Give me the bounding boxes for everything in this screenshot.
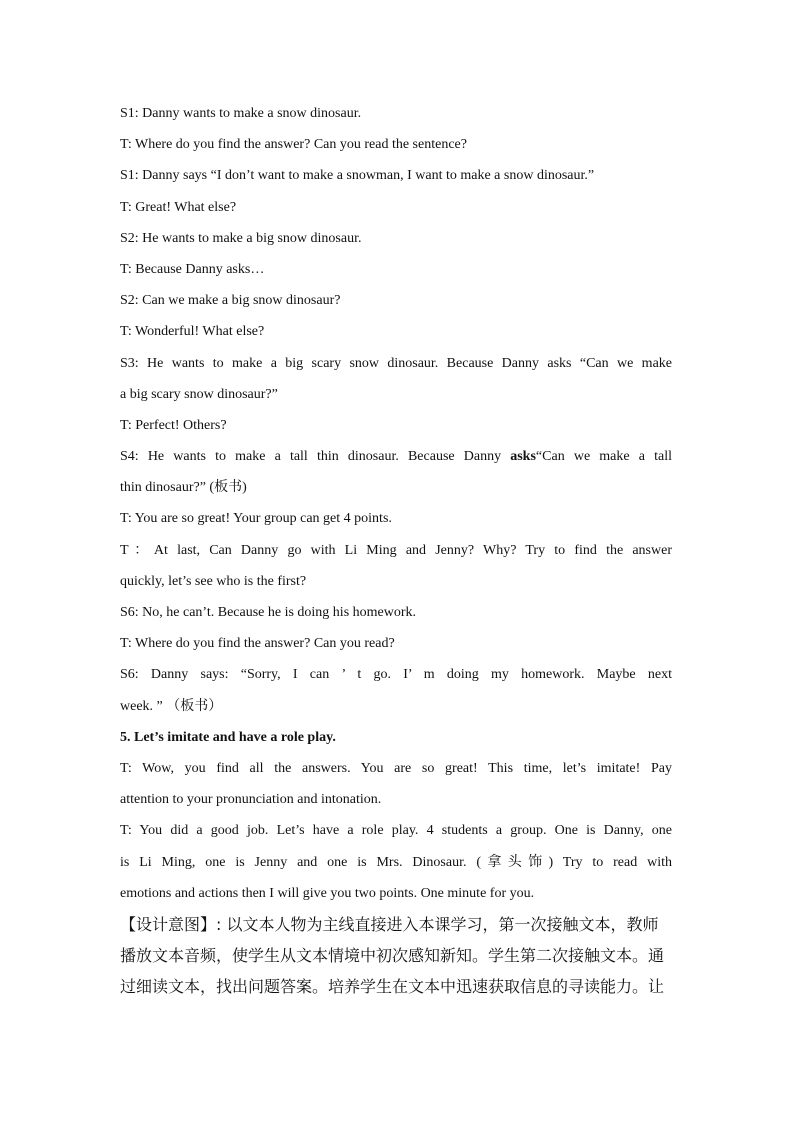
dialogue-line: thin dinosaur?” (板书): [120, 480, 247, 496]
dialogue-line: S1: Danny wants to make a snow dinosaur.: [120, 106, 362, 121]
dialogue-line: is Li Ming, one is Jenny and one is Mrs. Dinosaur. (拿头饰) Try to read with: [120, 854, 672, 870]
design-intent-line: 播放文本音频，使学生从文本情境中初次感知新知。学生第二次接触文本。通: [120, 946, 665, 966]
text-segment: “Can we make a tall: [535, 449, 672, 465]
dialogue-line: a big scary snow dinosaur?”: [120, 386, 278, 402]
dialogue-line: T：At last, Can Danny go with Li Ming and Jenny? Why? Try to find the answer: [120, 542, 672, 558]
dialogue-line: S1: Danny says “I don’t want to make a snowman, I want to make a snow dinosaur.”: [120, 168, 595, 184]
dialogue-line: quickly, let’s see who is the first?: [120, 573, 307, 589]
dialogue-line: S3: He wants to make a big scary snow dinosaur. Because Danny asks “Can we make: [120, 355, 672, 371]
dialogue-line: T: Where do you find the answer? Can you read?: [120, 636, 395, 652]
dialogue-line-s4: [120, 441, 672, 472]
dialogue-line: T: Wow, you find all the answers. You are so great! This time, let’s imitate! Pay: [120, 760, 672, 776]
dialogue-line: T: Wonderful! What else?: [120, 324, 265, 340]
dialogue-line: T: Where do you find the answer? Can you read the sentence?: [120, 137, 467, 153]
document-body: [120, 98, 672, 1002]
dialogue-line: S2: He wants to make a big snow dinosaur.: [120, 230, 362, 246]
dialogue-line: S2: Can we make a big snow dinosaur?: [120, 293, 341, 309]
design-intent-line: 过细读文本，找出问题答案。培养学生在文本中迅速获取信息的寻读能力。让: [120, 977, 665, 997]
dialogue-line: emotions and actions then I will give you two points. One minute for you.: [120, 885, 535, 901]
dialogue-line: S6: No, he can’t. Because he is doing his homework.: [120, 605, 417, 620]
dialogue-line: T: Great! What else?: [120, 199, 237, 215]
dialogue-line: T: You did a good job. Let’s have a role play. 4 students a group. One is Danny, one: [120, 823, 672, 839]
design-intent-line: 【设计意图】: 以文本人物为主线直接进入本课学习，第一次接触文本，教师: [120, 914, 659, 934]
text-segment: S4: He wants to make a tall thin dinosaur. Because Danny: [120, 449, 511, 465]
section-heading: 5. Let’s imitate and have a role play.: [120, 729, 336, 745]
dialogue-line: T: Perfect! Others?: [120, 417, 227, 433]
bold-word: asks: [510, 449, 536, 465]
dialogue-line: T: You are so great! Your group can get 4 points.: [120, 511, 392, 527]
dialogue-line: attention to your pronunciation and intonation.: [120, 792, 382, 808]
dialogue-line: T: Because Danny asks…: [120, 261, 265, 277]
dialogue-line: week. ” （板书）: [120, 698, 223, 714]
dialogue-line: S6: Danny says: “Sorry, I can ’ t go. I’ m doing my homework. Maybe next: [120, 667, 672, 683]
